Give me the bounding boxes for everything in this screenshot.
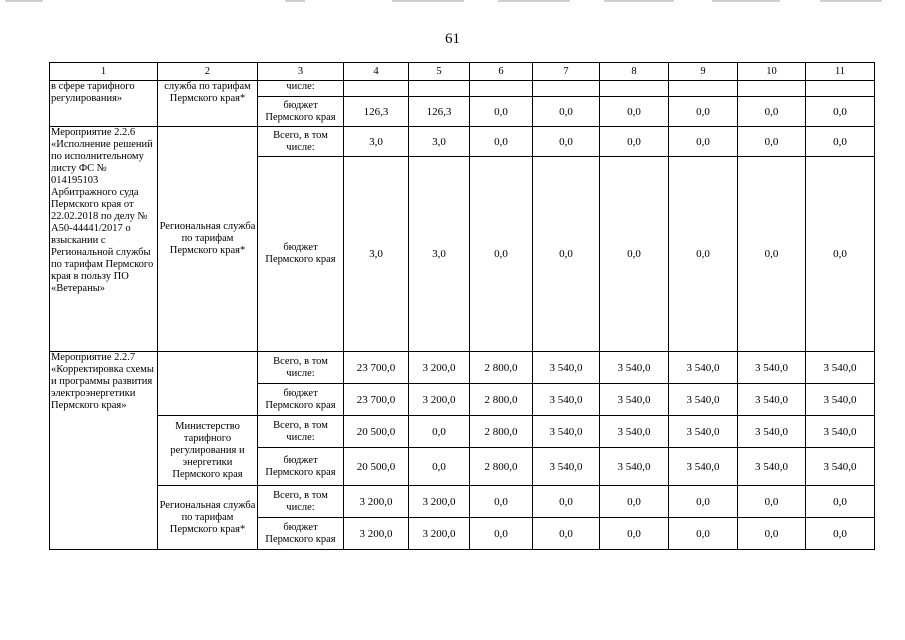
amount-cell: 3 540,0 [738,352,806,384]
amount-cell: 20 500,0 [344,448,409,486]
amount-cell: 0,0 [806,157,875,352]
amount-cell: 0,0 [806,97,875,127]
executor-cell [158,352,258,416]
amount-cell: 3 200,0 [409,518,470,550]
scan-edge-mark [712,0,780,2]
amount-cell: 0,0 [669,127,738,157]
column-number-cell: 4 [344,63,409,81]
amount-cell [669,81,738,97]
activity-cell: в сфере тарифного регулирования» [50,81,158,127]
amount-cell: 3 200,0 [344,518,409,550]
column-number-cell: 10 [738,63,806,81]
amount-cell: 23 700,0 [344,352,409,384]
amount-cell: 0,0 [806,486,875,518]
amount-cell: 3 200,0 [409,486,470,518]
executor-cell: Министерство тарифного регулирования и энергетики Пермского края [158,416,258,486]
amount-cell: 23 700,0 [344,384,409,416]
amount-cell: 2 800,0 [470,352,533,384]
budget-table [49,62,875,550]
amount-cell: 0,0 [409,448,470,486]
amount-cell: 3,0 [409,157,470,352]
page-number: 61 [445,31,460,47]
amount-cell: 3 540,0 [600,448,669,486]
amount-cell: 0,0 [533,127,600,157]
amount-cell: 2 800,0 [470,384,533,416]
funding-source-cell: Всего, в том числе: [258,486,344,518]
amount-cell: 2 800,0 [470,448,533,486]
amount-cell: 0,0 [806,127,875,157]
amount-cell: 0,0 [600,486,669,518]
table-row [50,127,875,157]
table-row [50,352,875,384]
amount-cell: 0,0 [600,97,669,127]
column-number-cell: 2 [158,63,258,81]
executor-cell: служба по тарифам Пермского края* [158,81,258,127]
amount-cell: 3,0 [409,127,470,157]
amount-cell: 3,0 [344,127,409,157]
amount-cell: 3 540,0 [600,416,669,448]
funding-source-cell: Всего, в том числе: [258,352,344,384]
amount-cell: 0,0 [470,518,533,550]
amount-cell: 3 540,0 [806,352,875,384]
amount-cell: 0,0 [600,518,669,550]
scan-edge-mark [604,0,674,2]
amount-cell: 0,0 [669,486,738,518]
executor-cell: Региональная служба по тарифам Пермского края* [158,127,258,352]
amount-cell: 3 540,0 [806,448,875,486]
amount-cell: 3 200,0 [409,352,470,384]
amount-cell: 0,0 [600,127,669,157]
amount-cell: 3 540,0 [806,416,875,448]
scan-edge-mark [392,0,464,2]
amount-cell: 20 500,0 [344,416,409,448]
amount-cell: 3 540,0 [738,448,806,486]
column-number-cell: 7 [533,63,600,81]
amount-cell: 0,0 [470,486,533,518]
activity-cell: Мероприятие 2.2.6 «Исполнение решений по исполнительному листу ФС № 014195103 Арбитражного суда Пермского края от 22.02.2018 по делу № А50-44441/2017 о взыскании с Региональной службы по тарифам Пермского края в пользу ПО «Ветераны» [50,127,158,352]
amount-cell: 0,0 [738,486,806,518]
executor-cell: Региональная служба по тарифам Пермского края* [158,486,258,550]
funding-source-cell: бюджет Пермского края [258,157,344,352]
amount-cell: 0,0 [533,157,600,352]
funding-source-cell: бюджет Пермского края [258,384,344,416]
amount-cell: 2 800,0 [470,416,533,448]
column-number-cell: 9 [669,63,738,81]
activity-cell: Мероприятие 2.2.7 «Корректировка схемы и программы развития электроэнергетики Пермского края» [50,352,158,550]
table-row [50,81,875,97]
column-number-row [50,63,875,81]
funding-source-cell: бюджет Пермского края [258,518,344,550]
amount-cell [533,81,600,97]
column-number-cell: 11 [806,63,875,81]
scan-edge-mark [285,0,305,2]
amount-cell: 3 540,0 [738,416,806,448]
amount-cell [344,81,409,97]
amount-cell: 0,0 [806,518,875,550]
amount-cell: 3,0 [344,157,409,352]
amount-cell: 3 540,0 [738,384,806,416]
funding-source-cell: бюджет Пермского края [258,97,344,127]
amount-cell: 0,0 [669,97,738,127]
scan-edge-mark [5,0,43,2]
amount-cell: 3 540,0 [669,416,738,448]
amount-cell [470,81,533,97]
table-row [50,416,875,448]
amount-cell: 0,0 [409,416,470,448]
funding-source-cell: бюджет Пермского края [258,448,344,486]
amount-cell: 3 540,0 [669,448,738,486]
amount-cell: 0,0 [533,486,600,518]
amount-cell [600,81,669,97]
amount-cell: 126,3 [344,97,409,127]
funding-source-cell: Всего, в том числе: [258,416,344,448]
funding-source-cell: числе: [258,81,344,97]
amount-cell: 3 200,0 [344,486,409,518]
scan-edge-mark [820,0,882,2]
amount-cell: 3 540,0 [669,352,738,384]
amount-cell: 0,0 [669,518,738,550]
column-number-cell: 8 [600,63,669,81]
amount-cell: 0,0 [669,157,738,352]
amount-cell: 0,0 [738,97,806,127]
amount-cell: 0,0 [738,127,806,157]
amount-cell: 3 540,0 [600,384,669,416]
amount-cell: 0,0 [470,127,533,157]
amount-cell: 126,3 [409,97,470,127]
amount-cell [806,81,875,97]
amount-cell: 0,0 [533,518,600,550]
amount-cell [738,81,806,97]
column-number-cell: 5 [409,63,470,81]
amount-cell: 3 540,0 [533,416,600,448]
funding-source-cell: Всего, в том числе: [258,127,344,157]
amount-cell: 0,0 [738,518,806,550]
amount-cell: 3 540,0 [533,448,600,486]
amount-cell: 0,0 [533,97,600,127]
amount-cell: 0,0 [470,97,533,127]
column-number-cell: 6 [470,63,533,81]
amount-cell: 0,0 [600,157,669,352]
column-number-cell: 3 [258,63,344,81]
amount-cell: 3 540,0 [669,384,738,416]
amount-cell: 3 540,0 [806,384,875,416]
table-row [50,486,875,518]
amount-cell: 0,0 [738,157,806,352]
amount-cell [409,81,470,97]
amount-cell: 0,0 [470,157,533,352]
amount-cell: 3 540,0 [600,352,669,384]
amount-cell: 3 540,0 [533,352,600,384]
amount-cell: 3 200,0 [409,384,470,416]
amount-cell: 3 540,0 [533,384,600,416]
scan-edge-mark [498,0,570,2]
column-number-cell: 1 [50,63,158,81]
